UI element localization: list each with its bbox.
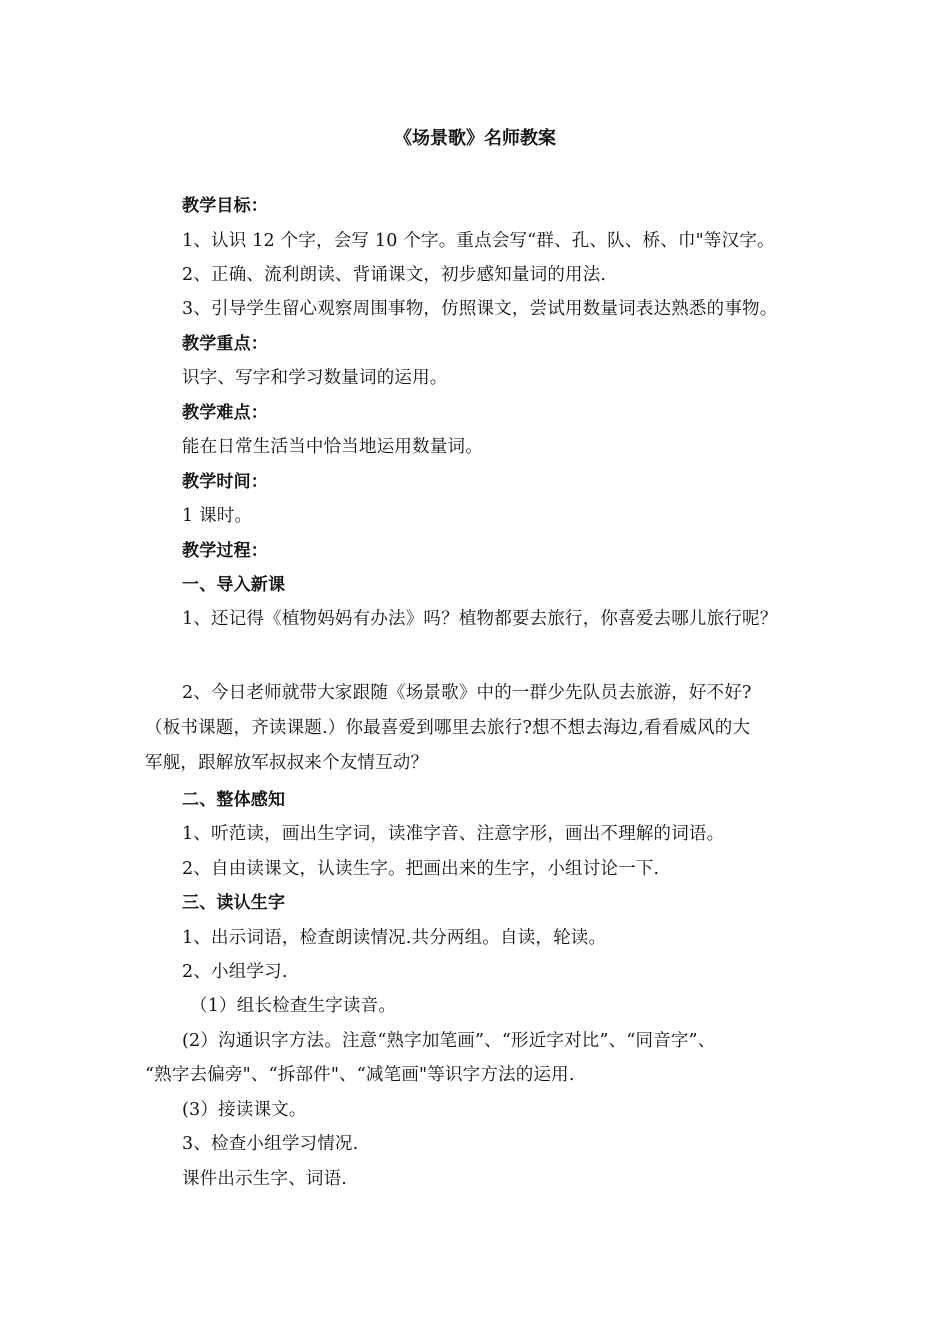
section-3-subitem-2-line-2: “熟字去偏旁"、“拆部件"、“减笔画"等识字方法的运用. xyxy=(145,1065,575,1085)
section-1-paragraph-2-line-1: 2、今日老师就带大家跟随《场景歌》中的一群少先队员去旅游，好不好? xyxy=(182,683,752,703)
section-3-subitem-2-line-1: (2）沟通识字方法。注意“熟字加笔画”、“形近字对比”、“同音字”、 xyxy=(182,1031,716,1051)
key-points-heading: 教学重点： xyxy=(182,334,268,354)
section-3-subitem-1: （1）组长检查生字读音。 xyxy=(190,996,397,1016)
section-3-heading: 三、读认生字 xyxy=(182,893,286,913)
process-heading: 教学过程： xyxy=(182,541,268,561)
difficulties-heading: 教学难点： xyxy=(182,403,268,423)
goals-heading: 教学目标： xyxy=(182,196,268,216)
goal-item-3: 3、引导学生留心观察周围事物，仿照课文，尝试用数量词表达熟悉的事物。 xyxy=(182,299,778,319)
section-1-paragraph-2-line-2: （板书课题，齐读课题.）你最喜爱到哪里去旅行?想不想去海边,看看威风的大 xyxy=(145,718,751,738)
difficulties-text: 能在日常生活当中恰当地运用数量词。 xyxy=(182,437,483,457)
section-3-paragraph-4: 课件出示生字、词语. xyxy=(182,1169,348,1189)
section-1-paragraph-2-line-3: 军舰，跟解放军叔叔来个友情互动？ xyxy=(145,753,429,773)
key-points-text: 识字、写字和学习数量词的运用。 xyxy=(182,368,448,388)
section-2-heading: 二、整体感知 xyxy=(182,790,286,810)
section-3-paragraph-2: 2、小组学习. xyxy=(182,962,288,982)
time-heading: 教学时间： xyxy=(182,472,268,492)
section-3-subitem-3: (3）接读课文。 xyxy=(182,1100,307,1120)
section-3-paragraph-1: 1、出示词语，检查朗读情况.共分两组。自读，轮读。 xyxy=(182,928,607,948)
goal-item-1: 1、认识 12 个字，会写 10 个字。重点会写“群、孔、队、桥、巾"等汉字。 xyxy=(182,231,775,251)
section-2-paragraph-2: 2、自由读课文，认读生字。把画出来的生字，小组讨论一下. xyxy=(182,859,660,879)
time-text: 1 课时。 xyxy=(182,506,253,526)
section-1-paragraph-1: 1、还记得《植物妈妈有办法》吗？植物都要去旅行，你喜爱去哪儿旅行呢？ xyxy=(182,609,778,629)
section-2-paragraph-1: 1、听范读，画出生字词，读准字音、注意字形，画出不理解的词语。 xyxy=(182,824,725,844)
section-1-heading: 一、导入新课 xyxy=(182,575,286,595)
section-3-paragraph-3: 3、检查小组学习情况. xyxy=(182,1134,359,1154)
document-title: 《场景歌》名师教案 xyxy=(394,128,556,149)
goal-item-2: 2、正确、流利朗读、背诵课文，初步感知量词的用法. xyxy=(182,265,607,285)
